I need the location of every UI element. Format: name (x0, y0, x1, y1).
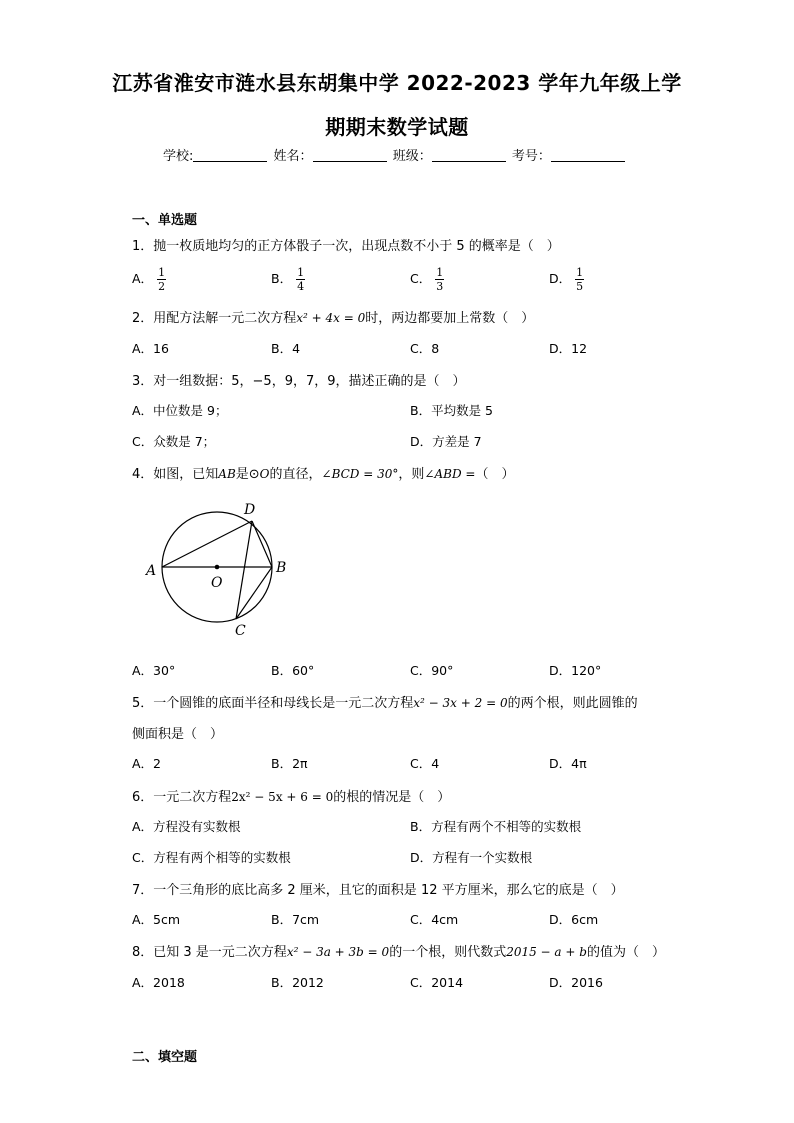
q3-option-c[interactable]: C．众数是 7； (132, 434, 216, 449)
fraction (157, 266, 166, 293)
q4-angle-bcd: ∠BCD = 30° (321, 467, 399, 481)
question-8 (132, 941, 665, 960)
label-a: A (146, 563, 157, 579)
section-single-choice: 一、单选题 (132, 213, 198, 228)
q6-pre: 6．一元二次方程 (132, 790, 232, 805)
segment-db (252, 521, 272, 567)
q2-option-c[interactable]: C．8 (410, 341, 440, 356)
q6-post: 的根的情况是（ ） (333, 790, 451, 805)
q8-mid: 的一个根，则代数式 (389, 945, 507, 960)
circle-diagram (140, 495, 300, 645)
q3-option-a[interactable]: A．中位数是 9； (132, 403, 228, 418)
q4-option-b[interactable]: B．60° (271, 663, 315, 678)
numerator: 1 (436, 266, 444, 279)
segment-dc (236, 521, 252, 619)
q5-post: 的两个根，则此圆锥的 (507, 696, 638, 711)
q8-post: 的值为（ ） (586, 945, 665, 960)
q4-option-c[interactable]: C．90° (410, 663, 454, 678)
q6-option-b[interactable]: B．方程有两个不相等的实数根 (410, 819, 582, 834)
q4-option-d[interactable]: D．120° (549, 663, 602, 678)
q8-option-d[interactable]: D．2016 (549, 975, 603, 990)
q2-option-b[interactable]: B．4 (271, 341, 301, 356)
fraction (435, 266, 444, 293)
numerator: 1 (576, 266, 584, 279)
q5-option-a[interactable]: A．2 (132, 756, 162, 771)
class-blank[interactable] (432, 149, 506, 162)
center-point (215, 565, 220, 570)
question-7: 7．一个三角形的底比高多 2 厘米，且它的面积是 12 平方厘米，那么它的底是（ ） (132, 883, 624, 898)
q6-equation: 2x² − 5x + 6 = 0 (231, 790, 334, 804)
option-letter: D． (549, 271, 572, 286)
q7-option-d[interactable]: D．6cm (549, 912, 599, 927)
question-6 (132, 786, 450, 805)
label-d: D (244, 502, 256, 518)
q4-ab: AB (218, 467, 236, 481)
q6-option-d[interactable]: D．方程有一个实数根 (410, 850, 533, 865)
school-label: 学校: (163, 149, 194, 164)
name-blank[interactable] (313, 149, 387, 162)
label-o: O (211, 575, 223, 591)
q8-pre: 8．已知 3 是一元二次方程 (132, 945, 287, 960)
q1-option-b[interactable] (271, 266, 305, 293)
q7-option-c[interactable]: C．4cm (410, 912, 459, 927)
denominator: 4 (297, 280, 305, 293)
label-b: B (276, 560, 287, 576)
q8-equation: x² − 3a + 3b = 0 (286, 945, 390, 959)
numerator: 1 (297, 266, 305, 279)
q4-o: O (259, 467, 270, 481)
fraction (575, 266, 584, 293)
segment-cb (236, 567, 272, 619)
q4-post: （ ） (475, 467, 515, 482)
q1-option-d[interactable] (549, 266, 584, 293)
q4-mid1: 是⊙ (235, 467, 260, 482)
denominator: 2 (158, 280, 166, 293)
q5-option-b[interactable]: B．2π (271, 756, 308, 771)
question-5 (132, 692, 638, 711)
option-letter: A． (132, 271, 154, 286)
q3-option-d[interactable]: D．方差是 7 (410, 434, 482, 449)
class-label: 班级： (392, 149, 432, 164)
denominator: 3 (436, 280, 444, 293)
numerator: 1 (158, 266, 166, 279)
question-2 (132, 307, 534, 326)
q4-option-a[interactable]: A．30° (132, 663, 176, 678)
school-blank[interactable] (193, 149, 267, 162)
q4-mid3: ，则 (398, 467, 425, 482)
q6-option-a[interactable]: A．方程没有实数根 (132, 819, 241, 834)
q8-option-a[interactable]: A．2018 (132, 975, 185, 990)
q2-equation: x² + 4x = 0 (296, 311, 366, 325)
q4-angle-abd: ∠ABD = (424, 467, 476, 481)
q6-option-c[interactable]: C．方程有两个相等的实数根 (132, 850, 291, 865)
question-4 (132, 463, 514, 482)
q5-equation: x² − 3x + 2 = 0 (413, 696, 508, 710)
denominator: 5 (576, 280, 584, 293)
q5-pre: 5．一个圆锥的底面半径和母线长是一元二次方程 (132, 696, 414, 711)
student-info-row (163, 145, 627, 164)
title-line-1: 江苏省淮安市涟水县东胡集中学 2022-2023 学年九年级上学 (112, 71, 682, 95)
q5-option-c[interactable]: C．4 (410, 756, 440, 771)
option-letter: C． (410, 271, 432, 286)
q2-pre: 2．用配方法解一元二次方程 (132, 311, 297, 326)
question-1: 1．抛一枚质地均匀的正方体骰子一次，出现点数不小于 5 的概率是（ ） (132, 239, 560, 254)
q2-post: 时，两边都要加上常数（ ） (365, 311, 535, 326)
name-label: 姓名： (273, 149, 313, 164)
q2-option-d[interactable]: D．12 (549, 341, 588, 356)
q8-option-b[interactable]: B．2012 (271, 975, 324, 990)
q7-option-a[interactable]: A．5cm (132, 912, 181, 927)
segment-ad (162, 521, 252, 567)
question-3: 3．对一组数据：5，−5，9，7，9，描述正确的是（ ） (132, 374, 466, 389)
q5-option-d[interactable]: D．4π (549, 756, 587, 771)
q2-option-a[interactable]: A．16 (132, 341, 169, 356)
question-5-line-2: 侧面积是（ ） (132, 727, 224, 742)
exam-number-blank[interactable] (551, 149, 625, 162)
section-fill-in: 二、填空题 (132, 1050, 198, 1065)
option-letter: B． (271, 271, 293, 286)
q1-option-a[interactable] (132, 266, 166, 293)
q1-option-c[interactable] (410, 266, 444, 293)
exam-number-label: 考号： (511, 149, 551, 164)
q8-option-c[interactable]: C．2014 (410, 975, 464, 990)
q4-mid2: 的直径， (269, 467, 322, 482)
q8-expression: 2015 − a + b (506, 945, 587, 959)
q4-pre: 4．如图，已知 (132, 467, 219, 482)
q3-option-b[interactable]: B．平均数是 5 (410, 403, 494, 418)
title-line-2: 期期末数学试题 (325, 115, 469, 139)
q7-option-b[interactable]: B．7cm (271, 912, 320, 927)
label-c: C (235, 623, 246, 639)
fraction (296, 266, 305, 293)
